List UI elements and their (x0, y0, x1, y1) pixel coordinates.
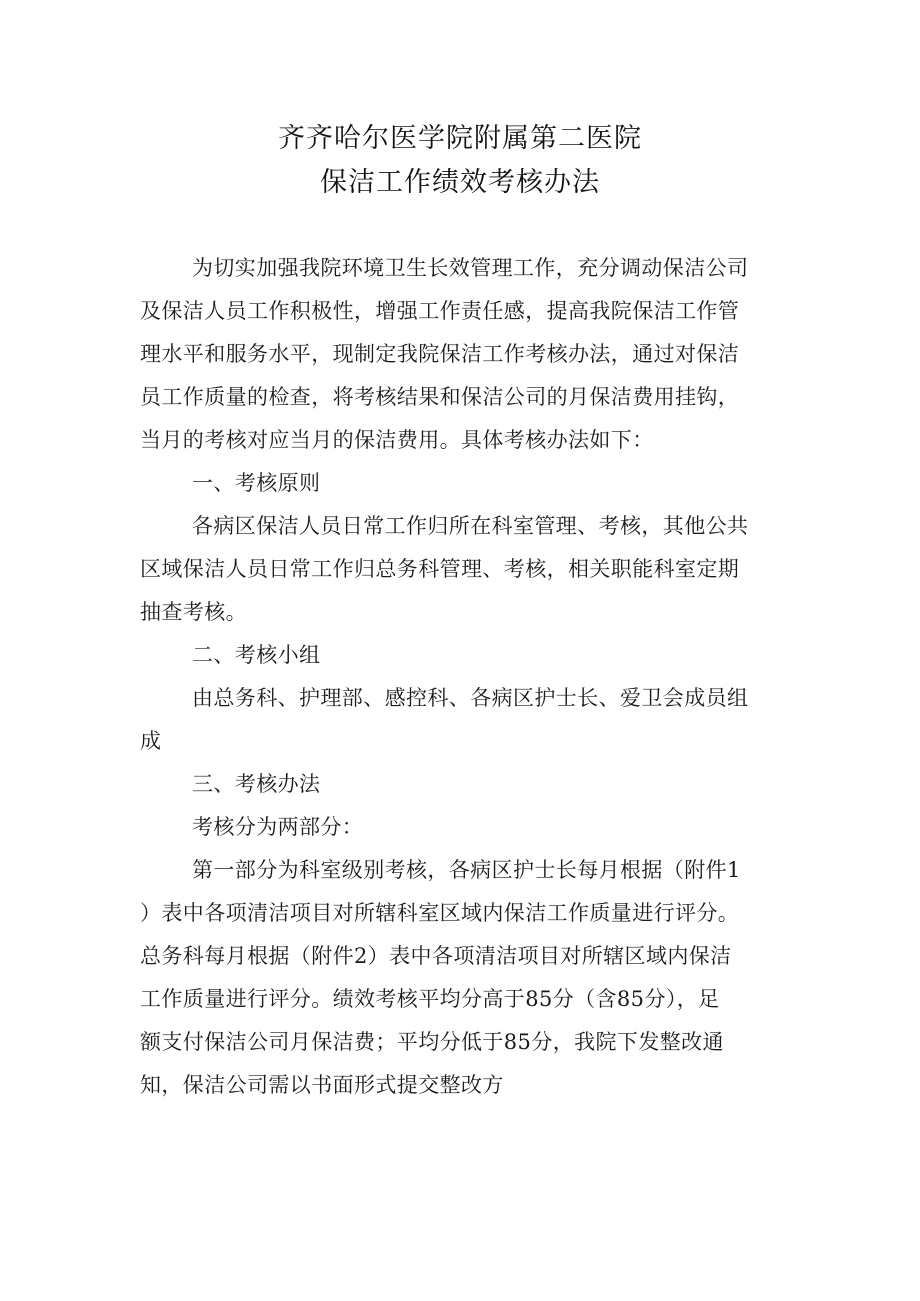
paragraph-part1-line-5: 额支付保洁公司月保洁费；平均分低于85分，我院下发整改通 (140, 1030, 724, 1054)
paragraph-group-line-2: 成 (140, 729, 162, 753)
paragraph-intro-line-2: 及保洁人员工作积极性，增强工作责任感，提高我院保洁工作管 (140, 299, 740, 323)
paragraph-method-intro: 考核分为两部分： (192, 815, 364, 839)
document-title-line-1: 齐齐哈尔医学院附属第二医院 (278, 123, 642, 154)
paragraph-part1-line-6: 知，保洁公司需以书面形式提交整改方 (140, 1073, 504, 1097)
section-heading-method: 三、考核办法 (192, 772, 321, 796)
paragraph-part1-line-3: 总务科每月根据（附件2）表中各项清洁项目对所辖区域内保洁 (140, 944, 732, 968)
paragraph-intro-line-4: 员工作质量的检查，将考核结果和保洁公司的月保洁费用挂钩， (140, 385, 740, 409)
paragraph-part1-line-2: ）表中各项清洁项目对所辖科室区域内保洁工作质量进行评分。 (140, 901, 740, 925)
paragraph-principles-line-3: 抽查考核。 (140, 600, 247, 624)
paragraph-intro-line-5: 当月的考核对应当月的保洁费用。具体考核办法如下： (140, 428, 654, 452)
section-heading-group: 二、考核小组 (192, 643, 321, 667)
paragraph-principles-line-1: 各病区保洁人员日常工作归所在科室管理、考核，其他公共 (192, 514, 749, 538)
paragraph-intro-line-3: 理水平和服务水平，现制定我院保洁工作考核办法，通过对保洁 (140, 342, 740, 366)
document-title-line-2: 保洁工作绩效考核办法 (320, 167, 600, 198)
paragraph-intro-line-1: 为切实加强我院环境卫生长效管理工作，充分调动保洁公司 (192, 256, 749, 280)
paragraph-part1-line-1: 第一部分为科室级别考核，各病区护士长每月根据（附件1 (192, 858, 741, 882)
section-heading-principles: 一、考核原则 (192, 471, 321, 495)
paragraph-principles-line-2: 区域保洁人员日常工作归总务科管理、考核，相关职能科室定期 (140, 557, 740, 581)
paragraph-part1-line-4: 工作质量进行评分。绩效考核平均分高于85分（含85分），足 (140, 987, 720, 1011)
paragraph-group-line-1: 由总务科、护理部、感控科、各病区护士长、爱卫会成员组 (192, 686, 749, 710)
